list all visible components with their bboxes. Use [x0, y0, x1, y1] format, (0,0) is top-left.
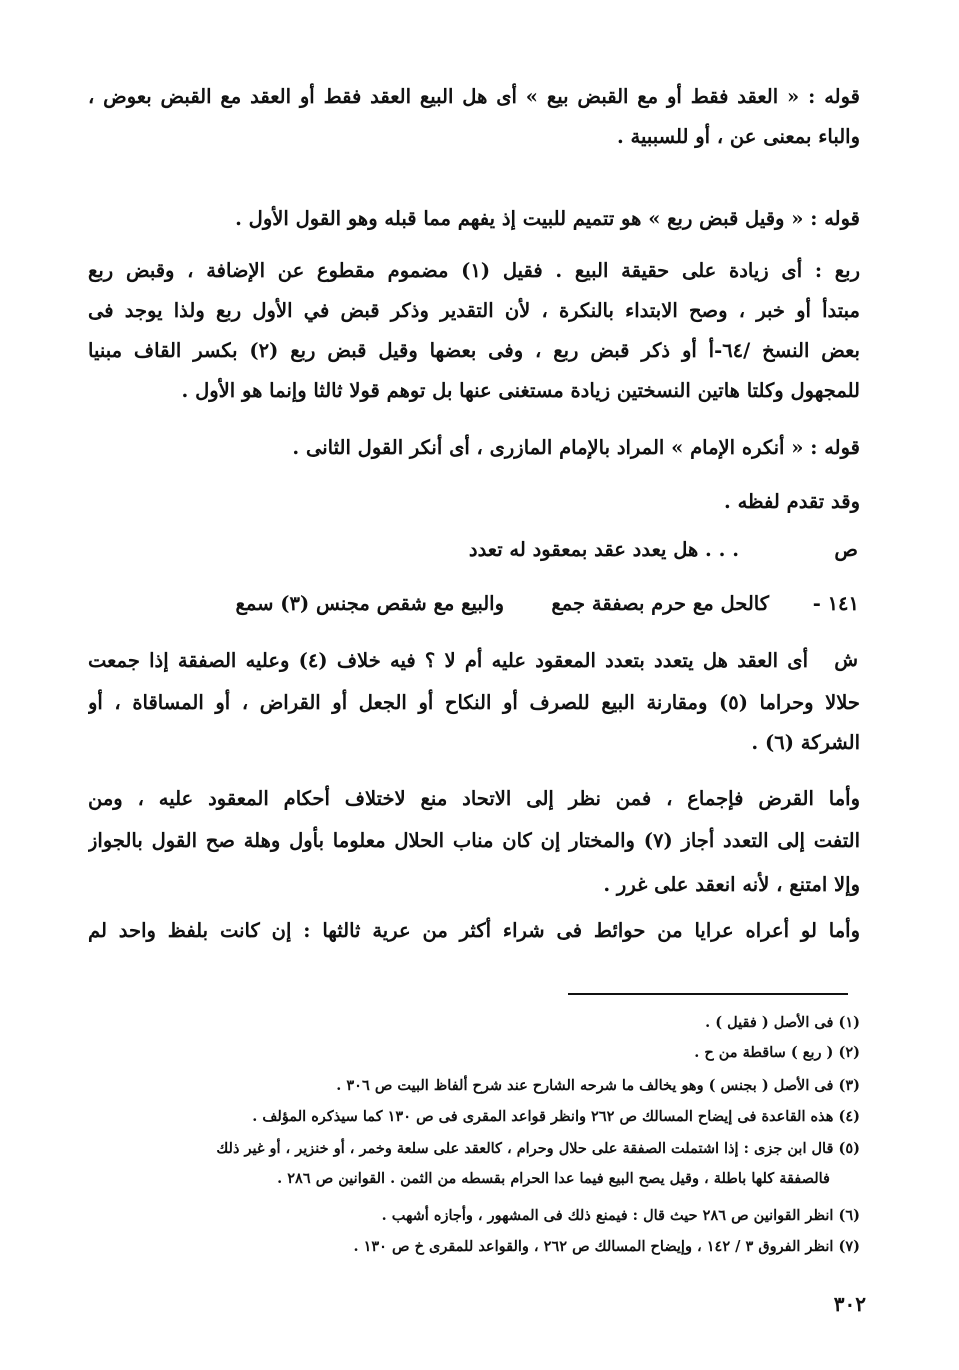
verse-mark: ص	[834, 538, 858, 561]
text-line: قوله : « وقيل قبض ربع » هو تتميم للبيت إذ يفهم مما قبله وهو القول الأول .	[235, 207, 860, 230]
verse-number: ١٤١ -	[812, 592, 859, 615]
footnote: (٤) هذه القاعدة فى إيضاح المسالك ص ٢٦٢ وانظر قواعد المقرى فى ص ١٣٠ كما سيذكره المؤلف .	[252, 1108, 860, 1125]
text-line: أى العقد هل يتعدد بتعدد المعقود عليه أم لا ؟ فيه خلاف (٤) وعليه الصفقة إذا جمعت	[88, 649, 808, 672]
footnote-separator	[568, 993, 848, 995]
footnote: (١) فى الأصل ( فقيل ) .	[705, 1014, 860, 1031]
text-line: وإلا امتنع ، لأنه انعقد على غرر .	[603, 873, 860, 896]
text-line: حلالا وحراما (٥) ومقارنة البيع للصرف أو النكاح أو الجعل أو القراض ، أو المساقاة ، أو	[88, 691, 860, 714]
verse-hemistich: . . . هل يعدد عقد بمعقود له تعدد	[468, 538, 739, 561]
footnote: (٣) فى الأصل ( بجنس ) وهو يخالف ما شرحه الشارح عند شرح ألفاظ البيت ص ٣٠٦ .	[336, 1077, 860, 1094]
verse-hemistich: والبيع مع شقص مجنس (٣) سمع	[235, 592, 504, 615]
text-line: للمجهول وكلتا هاتين النسختين زيادة مستغنى عنها بل توهم قولا ثالثا وإنما هو الأول .	[181, 379, 860, 402]
text-line: التفت إلى التعدد أجاز (٧) والمختار إن كان مناب الحلال معلوما بأول وهلة صح القول بالجواز	[88, 829, 860, 852]
text-line: والباء بمعنى عن ، أو للسببية .	[616, 125, 860, 148]
verse-hemistich: كالحل مع حرم بصفقة جمع	[551, 592, 769, 615]
text-line: وأما القرض فإجماع ، فمن نظر إلى الاتحاد منع لاختلاف أحكام المعقود عليه ، ومن	[88, 787, 860, 810]
footnote: (٦) انظر القوانين ص ٢٨٦ حيث قال : فيمنع ذلك فى المشهور ، وأجازه أشهب .	[381, 1207, 860, 1224]
footnote-continuation: فالصفقة كلها باطلة ، وقيل يصح البيع فيما عدا الحرام بقسطه من الثمن . القوانين ص ٢٨٦ .	[277, 1170, 830, 1187]
text-line: ربع : أى زيادة على حقيقة البيع . فقيل (١) مضموم مقطوع عن الإضافة ، وقبض ربع	[88, 259, 860, 282]
text-line: وقد تقدم لفظه .	[724, 490, 860, 513]
footnote: (٢) ( ربع ) ساقطة من ح .	[694, 1044, 860, 1061]
text-line: قوله : « أنكره الإمام » المراد بالإمام المازرى ، أى أنكر القول الثانى .	[292, 436, 860, 459]
sharh-mark: ش	[834, 648, 858, 671]
footnote: (٥) قال ابن جزى : إذا اشتملت الصفقة على حلال وحرام ، كالعقد على سلعة وخمر ، أو خنزير ، أو غير ذلك	[216, 1140, 860, 1157]
text-line: الشركة (٦) .	[751, 731, 860, 754]
text-line: مبتدأ أو خبر ، وصح الابتداء بالنكرة ، لأن التقدير وذكر قبض في الأول ربع ولذا يوجد فى	[88, 299, 860, 322]
text-line: بعض النسخ /٦٤-أ أو ذكر قبض ربع ، وفى بعضها وقيل قبض ربع (٢) بكسر القاف مبنيا	[88, 339, 860, 362]
text-line: قوله : « العقد فقط أو مع القبض بيع » أى هل البيع العقد فقط أو العقد مع القبض بعوض ،	[88, 85, 860, 108]
page-number: ٣٠٢	[833, 1292, 866, 1316]
text-line: وأما لو أعراه عرايا من حوائط فى شراء أكثر من عرية ثالثها : إن كانت بلفظ واحد لم	[88, 919, 860, 942]
footnote: (٧) انظر الفروق ٣ / ١٤٢ ، وإيضاح المسالك ص ٢٦٢ ، والقواعد للمقرى خ ص ١٣٠ .	[353, 1238, 860, 1255]
